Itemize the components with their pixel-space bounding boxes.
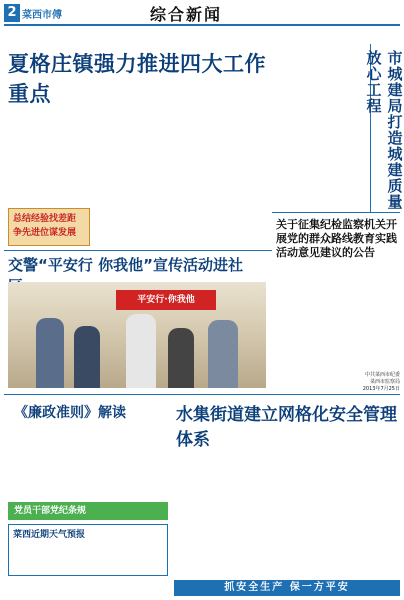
photo-headline: 交警“平安行 你我他”宣传活动进社 (8, 256, 243, 274)
community-body (176, 426, 400, 576)
vertical-headline: 市城建局打造城建质量放心工程 (364, 50, 404, 210)
photo-caption (8, 292, 96, 380)
weather-box (8, 524, 168, 576)
masthead-rule (4, 24, 400, 26)
page-number: 2 (4, 4, 20, 22)
section-name: 菜西市傅 (22, 10, 62, 21)
party-notice-label: 党员干部党纪条规 (8, 502, 168, 520)
highlight-box (8, 208, 90, 246)
book-review-body (8, 426, 168, 498)
lead-headline: 夏格庄镇强力推进四大工作重点 (8, 52, 266, 106)
photo-banner: 平安行·你我他 (116, 290, 216, 310)
lead-body (8, 74, 366, 202)
footer-slogan: 抓安全生产 保一方平安 (174, 580, 400, 596)
lower-divider (4, 394, 400, 395)
community-headline: 水集街道建立网格化安全管理体系 (176, 405, 397, 450)
highlight-line: 争先进位谋发展 (13, 228, 77, 238)
weather-title: 菜西近期天气预报 (13, 530, 86, 540)
book-review-headline: 《廉政准则》解读 (14, 405, 126, 421)
notice-headline: 关于征集纪检监察机关开展党的群众路线教育实践活动意见建议的公告 (276, 218, 397, 259)
notice-body (276, 278, 400, 368)
page-section-title: 综合新闻 (150, 5, 223, 24)
highlight-line: 总结经验找差距 (13, 214, 77, 224)
notice-divider (272, 212, 400, 213)
notice-signature: 中共菜西市纪委 菜西市监察局 2013年7月25日 (362, 372, 400, 392)
vertical-story (364, 44, 404, 212)
photo-figure (208, 320, 238, 388)
section-divider (4, 250, 272, 251)
photo-figure (126, 314, 156, 388)
photo-figure (168, 328, 194, 388)
lead-body-continued (96, 206, 266, 248)
